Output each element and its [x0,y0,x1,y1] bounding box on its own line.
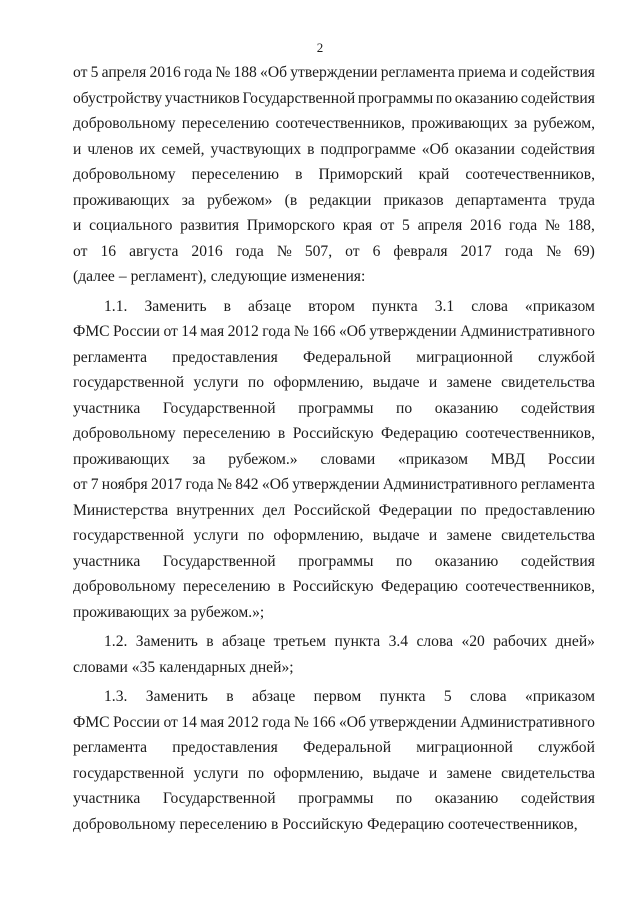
word: содействия [520,399,595,417]
word: добровольному [73,115,176,132]
word: Государственной [162,790,276,807]
word: по [247,764,264,782]
word: оформлению, [273,374,364,391]
word: 5 [402,217,410,234]
word: апреля [417,217,463,234]
text-line [73,574,595,600]
word: третьем [273,633,327,650]
word: содействия [520,790,595,807]
word: 842 [235,476,259,493]
text-line [73,111,595,137]
word: выдаче [372,374,420,391]
text-line [73,447,595,473]
word: оказанию [454,89,519,107]
text-line [73,710,595,736]
word: слова [416,633,454,650]
word: 188, [567,217,595,234]
word: Федерацию [380,578,458,595]
word: переселению [181,115,270,132]
word: программы [298,399,374,417]
word: Приморский [318,166,403,183]
word: 6 [372,242,381,260]
word: года [508,217,538,234]
word: пункта [334,633,381,650]
text-line [73,370,595,396]
word: труда [558,191,595,209]
word: (далее [73,268,115,285]
word: втором [308,297,355,315]
word: регламента [73,348,148,366]
word: программы [298,552,374,570]
word: и [428,374,438,391]
word: «Об [260,64,288,81]
word: замене [446,374,492,391]
text-line [73,86,595,112]
word: края [342,217,373,234]
word: за [173,603,187,621]
word: и [509,64,518,81]
word: в [270,815,279,833]
word: оказанию [434,399,499,417]
word: утверждении [292,476,380,493]
text-line [73,684,595,710]
text-line [73,523,595,549]
word: приказов [383,191,444,209]
word: Российскую [292,578,374,595]
word: предоставлению [484,501,595,519]
word: ноября [101,476,148,493]
word: «Об [338,713,366,731]
word: проживающих [73,191,170,209]
word: Государственной [242,89,356,107]
text-line [73,786,595,812]
word: по [435,89,453,107]
word: проживающих [73,450,170,468]
word: 2016 [149,64,181,81]
word: соотечественников, [465,578,595,595]
word: № [276,242,292,260]
word: абзаце [248,297,292,315]
word: Министерства [73,501,169,519]
word: проживающих [411,115,508,132]
text-line [73,629,595,655]
paragraph [73,629,595,680]
word: в [277,578,286,595]
word: край [418,166,450,183]
word: службой [538,739,595,756]
word: МВД [490,450,526,468]
word: переселению [182,578,271,595]
word: «приказом [524,688,595,705]
word: апреля [101,64,147,81]
word: утверждении [290,64,378,81]
word: первом [313,688,362,705]
word: соотечественников, [448,815,578,833]
word: словами [73,658,128,676]
word: по [396,399,413,417]
word: предоставления [172,739,278,756]
word: за [192,450,206,468]
word: предоставления [172,348,278,366]
word: по [247,374,264,391]
word: Административного [460,323,595,340]
page-number: 2 [316,40,324,55]
word: – [118,268,127,285]
word: услуги [193,374,239,391]
word: свидетельства [501,527,595,544]
word: от [345,242,360,260]
word: по [396,790,413,807]
word: 2016 [470,217,502,234]
text-line [73,294,595,320]
word: рабочих [493,633,548,650]
word: дней» [555,633,595,650]
word: 16 [100,242,117,260]
word: Административного [460,713,595,731]
word: департамента [455,191,547,209]
text-line [73,549,595,575]
word: переселению [191,166,280,183]
text-line [73,421,595,447]
word: года [183,64,213,81]
word: Государственной [162,552,276,570]
word: свидетельства [501,764,595,782]
paragraph [73,60,595,290]
word: 5 [90,64,99,81]
word: Российскую [282,815,364,833]
word: подпрограмме [320,140,416,158]
word: Государственной [162,399,276,417]
word: участника [73,552,141,570]
word: утверждении [369,323,457,340]
text-line [73,239,595,265]
word: ФМС [73,713,110,731]
word: замене [446,527,492,544]
word: 3.1 [434,297,455,315]
word: добровольному [73,166,176,183]
word: соотечественников, [275,115,406,132]
word: Федерацию [367,815,445,833]
word: услуги [193,527,239,544]
word: приема [458,64,507,81]
word: от [163,323,178,340]
word: услуги [193,764,239,782]
word: переселению [179,815,267,833]
word: оформлению, [273,764,364,782]
word: Федеральной [302,348,392,366]
word: 3.4 [388,633,409,650]
word: Федерацию [380,425,458,442]
word: содействия [520,140,595,158]
word: России [547,450,595,468]
word: «Об [261,476,289,493]
word: добровольному [73,578,176,595]
word: миграционной [416,348,513,366]
word: 14 [181,713,197,731]
word: членов [87,140,134,158]
word: 69) [574,242,595,260]
word: августа [129,242,179,260]
word: за [181,191,195,209]
text-line [73,137,595,163]
word: участвующих [210,140,302,158]
text-line [73,213,595,239]
word: России [113,713,161,731]
word: оказанию [434,790,499,807]
word: «20 [461,633,485,650]
word: Российской [293,501,371,519]
word: их [139,140,156,158]
word: года [504,242,534,260]
word: № [215,64,231,81]
word: регламента [380,64,455,81]
word: редакции [309,191,372,209]
word: в [307,140,315,158]
word: № [293,713,309,731]
word: регламента [520,476,595,493]
word: и [73,140,82,158]
word: участника [73,790,141,807]
word: 188 [233,64,257,81]
word: обустройству [73,89,163,107]
word: мая [200,713,225,731]
word: № [546,242,561,260]
paragraph [73,294,595,626]
word: службой [538,348,595,366]
word: абзаце [222,633,266,650]
word: 507, [304,242,333,260]
word: семей, [161,140,205,158]
word: социального [89,217,173,234]
word: в [206,633,214,650]
word: добровольному [73,815,176,833]
word: 2017 [460,242,492,260]
word: слова [470,688,507,705]
word: внутренних [176,501,255,519]
text-line [73,162,595,188]
word: утверждении [369,713,457,731]
word: 2017 [151,476,183,493]
word: года [262,323,291,340]
word: оформлению, [273,527,364,544]
word: 1.2. [104,633,128,650]
word: свидетельства [501,374,595,391]
word: замене [446,764,492,782]
word: регламент), [130,268,207,285]
word: Приморского [246,217,335,234]
word: Заменить [144,297,207,315]
word: за [514,115,528,132]
word: по [396,552,413,570]
word: государственной [73,764,185,782]
word: дней»; [249,658,294,676]
text-line [73,60,595,86]
word: в [277,425,286,442]
word: «приказом [524,297,595,315]
text-line [73,761,595,787]
word: содействия [520,64,595,81]
word: рубежом» [207,191,273,209]
word: программы [357,89,434,107]
word: 2012 [227,323,259,340]
word: по [247,527,264,544]
word: регламента [73,739,148,756]
word: программы [298,790,374,807]
word: от [73,476,88,493]
text-line [73,812,595,838]
word: Заменить [145,688,208,705]
word: Административного [382,476,518,493]
text-line [73,188,595,214]
word: года [185,476,214,493]
word: 7 [90,476,99,493]
word: «Об [421,140,449,158]
word: по [460,501,477,519]
word: и [428,764,438,782]
word: февраля [393,242,448,260]
word: «Об [338,323,366,340]
word: рубежом, [533,115,595,132]
word: 1.3. [104,688,128,705]
word: участников [164,89,240,107]
word: добровольному [73,425,176,442]
text-line [73,264,595,290]
word: и [428,527,438,544]
word: содействия [520,89,595,107]
text-line [73,655,595,681]
text-line [73,472,595,498]
word: № [217,476,232,493]
word: календарных [159,658,246,676]
word: переселению [182,425,271,442]
word: 14 [181,323,197,340]
word: мая [200,323,225,340]
word: словами [320,450,376,468]
word: от [379,217,395,234]
text-line [73,735,595,761]
text-line [73,396,595,422]
word: проживающих [73,603,170,621]
word: выдаче [372,764,420,782]
word: (в [284,191,298,209]
word: от [163,713,178,731]
word: от [73,242,88,260]
word: Заменить [135,633,198,650]
word: Российскую [292,425,374,442]
word: соотечественников, [465,425,595,442]
word: содействия [520,552,595,570]
word: и [73,217,82,234]
word: пункта [371,297,418,315]
word: 166 [312,323,336,340]
word: оказании [454,140,515,158]
word: от [73,64,88,81]
word: года [235,242,264,260]
word: в [226,688,234,705]
word: оказанию [434,552,499,570]
word: развития [180,217,240,234]
word: № [293,323,309,340]
word: 2012 [227,713,259,731]
word: следующие [210,268,287,285]
text-line [73,319,595,345]
word: дел [262,501,286,519]
word: Федерации [378,501,453,519]
text-line [73,498,595,524]
text-line [73,600,595,626]
word: ФМС [73,323,110,340]
word: государственной [73,527,185,544]
word: Федеральной [302,739,392,756]
word: 166 [312,713,336,731]
word: № [544,217,560,234]
word: рубежом.»; [190,603,265,621]
word: государственной [73,374,185,391]
word: 2016 [191,242,223,260]
word: соотечественников, [465,166,595,183]
word: года [262,713,291,731]
word: пункта [379,688,426,705]
word: абзаце [252,688,296,705]
text-line [73,345,595,371]
word: «приказом [397,450,468,468]
word: в [295,166,303,183]
word: в [223,297,231,315]
word: миграционной [416,739,513,756]
word: выдаче [372,527,420,544]
word: изменения: [290,268,366,285]
word: участника [73,399,141,417]
word: 5 [443,688,452,705]
paragraph [73,684,595,837]
word: рубежом.» [228,450,298,468]
word: слова [471,297,508,315]
word: России [113,323,161,340]
document-body [73,60,595,837]
word: 1.1. [104,297,128,315]
word: «35 [131,658,156,676]
